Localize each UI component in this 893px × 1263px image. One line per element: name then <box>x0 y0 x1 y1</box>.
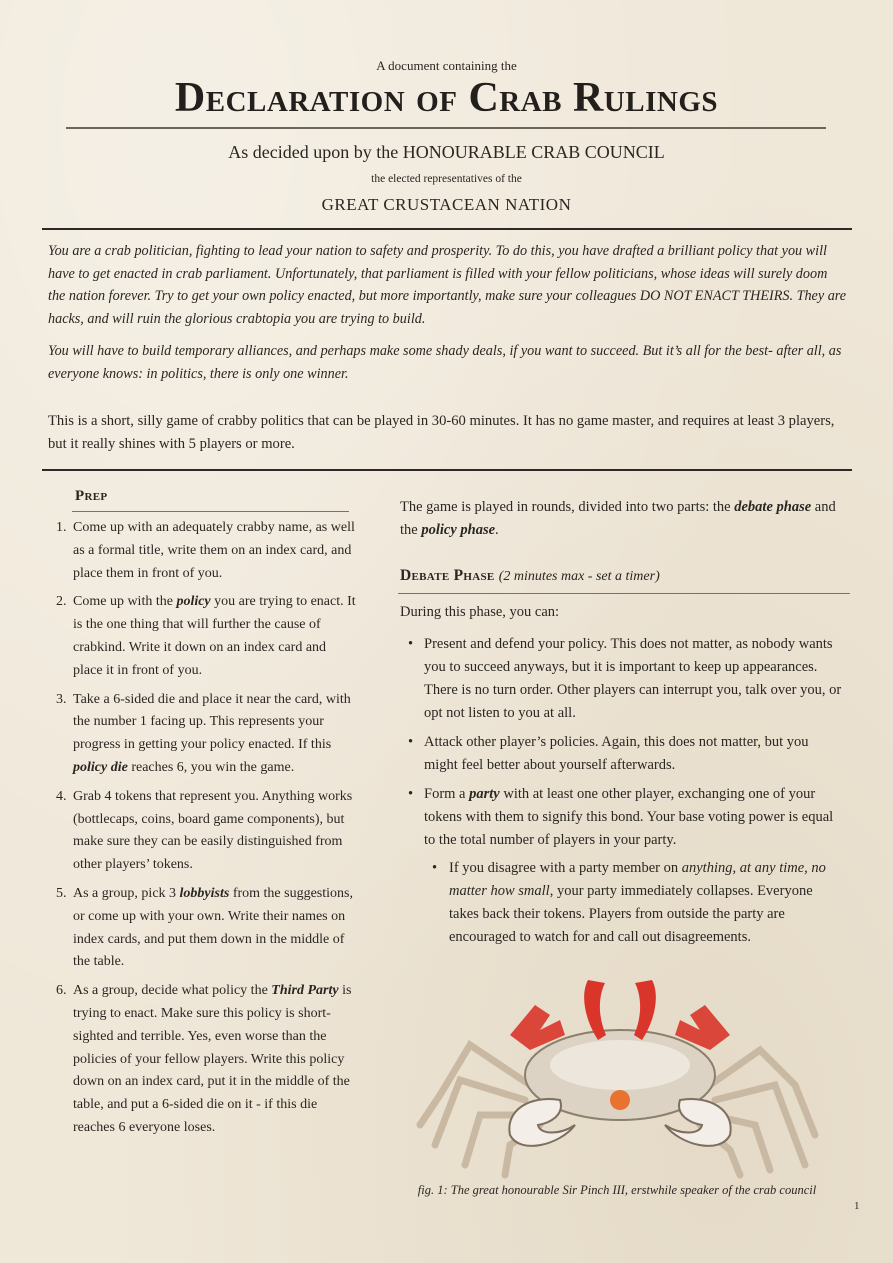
page-number: 1 <box>854 1200 860 1212</box>
pre-title: A document containing the <box>376 58 517 73</box>
prep-step <box>48 786 356 877</box>
prep-step <box>48 517 356 585</box>
game-description: This is a short, silly game of crabby politics that can be played in 30-60 minutes. It has no game master, and requires at least 3 players, but it really shines with 5 players or more. <box>48 413 835 452</box>
party-collapse-rule <box>424 857 845 949</box>
step-text: Come up with an adequately crabby name, as well as a formal title, write them on an index card, and place them in front of you. <box>73 520 355 581</box>
prep-step <box>48 883 356 974</box>
step-text: As a group, decide what policy the <box>73 983 272 999</box>
crab-illustration <box>410 975 830 1180</box>
step-text: Grab 4 tokens that represent you. Anything works (bottlecaps, coins, board game components), but make sure they can be easily distinguished from other players’ tokens. <box>73 788 353 873</box>
debate-underline <box>398 593 850 594</box>
action-text: Present and defend your policy. This does not matter, as nobody wants you to succeed anyways, but it is important to keep up appearances. There is no turn order. Other players can interrupt you, talk over you, or opt not listen to you at all. <box>424 636 842 721</box>
step-number: 2. <box>56 594 67 610</box>
crab-shell-highlight <box>550 1040 690 1090</box>
rule-text: , your party immediately collapses. Everyone takes back their tokens. Players from outside the party are encouraged to watch for and call out disagreements. <box>449 883 813 945</box>
step-emphasis: Third Party <box>271 983 339 999</box>
step-text: is trying to enact. Make sure this policy is short-sighted and terrible. Yes, even worse than the policies of your fellow players. Write this policy down on an index card, put it in the middle of the table, and put a 6-sided die on it - if this die reaches 6 everyone loses. <box>73 983 352 1135</box>
divider-middle <box>42 469 852 471</box>
action-text: Attack other player’s policies. Again, this does not matter, but you might feel better about yourself afterwards. <box>424 734 809 773</box>
step-text: reaches 6, you win the game. <box>127 759 295 775</box>
title-underline <box>66 127 826 129</box>
policy-phase-term: policy phase <box>421 522 496 538</box>
bullet-icon: • <box>432 860 438 876</box>
action-text: Form a <box>424 786 470 802</box>
step-number: 3. <box>56 691 67 707</box>
step-number: 5. <box>56 885 67 901</box>
document-title: Declaration of Crab Rulings <box>174 75 719 121</box>
step-number: 4. <box>56 788 67 804</box>
prep-underline <box>72 511 349 512</box>
step-text: As a group, pick 3 <box>73 885 180 901</box>
rounds-intro <box>400 496 840 542</box>
rule-emphasis: anything, at any time, no matter how small <box>449 860 826 899</box>
rounds-text: . <box>495 522 499 538</box>
nation-subtitle: GREAT CRUSTACEAN NATION <box>321 195 572 214</box>
debate-action <box>400 731 845 777</box>
step-emphasis: lobbyists <box>179 885 230 901</box>
intro-paragraph-2: You will have to build temporary alliances, and perhaps make some shady deals, if you want to succeed. But it’s all for the best- after all, as everyone knows: in politics, there is only one winner. <box>48 343 842 382</box>
debate-action <box>400 783 845 949</box>
bullet-icon: • <box>408 734 414 750</box>
rule-text: If you disagree with a party member on <box>449 860 682 876</box>
step-text: Take a 6-sided die and place it near the card, with the number 1 facing up. This represents your progress in getting your policy enacted. If this <box>73 691 351 753</box>
figure-caption: fig. 1: The great honourable Sir Pinch III, erstwhile speaker of the crab council <box>417 1183 817 1197</box>
action-text: with at least one other player, exchanging one of your tokens with them to signify this bond. Your base voting power is equal to the total number of players in your party. <box>424 786 834 848</box>
step-number: 1. <box>56 520 67 535</box>
party-term: party <box>469 786 500 802</box>
prep-step <box>48 689 356 780</box>
debate-heading <box>400 567 660 585</box>
debate-actions <box>400 633 845 955</box>
prep-heading: Prep <box>75 488 108 504</box>
step-number: 6. <box>56 983 67 999</box>
debate-action <box>400 633 845 725</box>
step-emphasis: policy die <box>73 759 128 775</box>
council-subtitle: As decided upon by the HONOURABLE CRAB COUNCIL <box>228 142 665 162</box>
debate-intro: During this phase, you can: <box>400 604 560 620</box>
rounds-text: The game is played in rounds, divided into two parts: the <box>400 499 735 515</box>
rounds-text: and the <box>400 499 836 538</box>
divider-top <box>42 228 852 230</box>
representatives-subtitle: the elected representatives of the <box>371 173 522 185</box>
crab-mouth <box>610 1090 630 1110</box>
debate-heading-label: Debate Phase <box>400 567 495 584</box>
prep-step <box>48 980 356 1140</box>
step-emphasis: policy <box>176 594 211 610</box>
step-text: from the suggestions, or come up with your own. Write their names on index cards, and put them down in the middle of the table. <box>73 885 353 970</box>
prep-step <box>48 591 356 682</box>
step-text: you are trying to enact. It is the one thing that will further the cause of crabkind. Write it down on an index card and place it in front of you. <box>73 594 356 678</box>
prep-steps <box>48 517 356 1146</box>
step-text: Come up with the <box>73 594 177 610</box>
debate-phase-term: debate phase <box>734 499 812 515</box>
debate-time-note: (2 minutes max - set a timer) <box>498 569 660 584</box>
bullet-icon: • <box>408 786 414 802</box>
intro-paragraph-1: You are a crab politician, fighting to lead your nation to safety and prosperity. To do this, you have drafted a brilliant policy that you will have to get enacted in crab parliament. Unfortunately, that parliament is filled with your fellow politicians, whose ideas will surely doom the nation forever. Try to get your own policy enacted, but more importantly, make sure your colleagues DO NOT ENACT THEIRS. They are hacks, and will ruin the glorious crabtopia you are trying to build. <box>48 243 847 328</box>
bullet-icon: • <box>408 636 414 652</box>
